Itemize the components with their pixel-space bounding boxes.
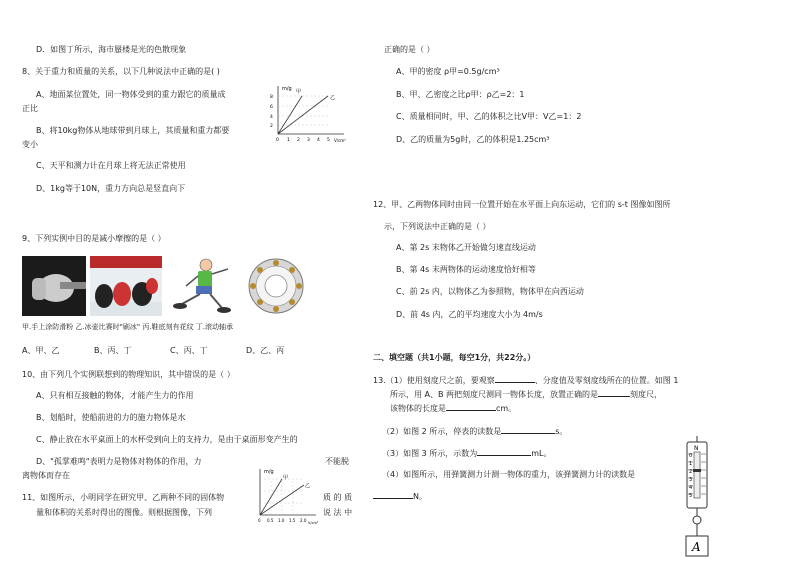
- svg-text:2: 2: [270, 124, 273, 129]
- q7-option-d: D．如图丁所示，海市蜃楼是光的色散现象: [36, 45, 187, 54]
- svg-text:1: 1: [689, 461, 693, 467]
- q10-stem: 10、由下列几个实例联想到的物理知识，其中错误的是（ ）: [22, 370, 235, 379]
- svg-text:2.0: 2.0: [300, 518, 307, 523]
- q12-stem-line2: 示，下列说法中正确的是（ ）: [384, 222, 491, 231]
- svg-text:4: 4: [317, 138, 320, 143]
- svg-text:2: 2: [689, 469, 693, 475]
- spring-scale-pointer: [693, 469, 701, 472]
- svg-text:0: 0: [689, 453, 693, 459]
- q10-option-a: A、只有相互接触的物体，才能产生力的作用: [36, 391, 194, 400]
- q11-option-d: D、乙的质量为5g时，乙的体积是1.25cm³: [396, 135, 550, 144]
- svg-text:0.5: 0.5: [267, 518, 274, 523]
- q9-option-d: D、乙、丙: [246, 346, 285, 355]
- svg-text:乙: 乙: [305, 483, 311, 489]
- svg-text:0: 0: [258, 518, 261, 523]
- svg-text:4: 4: [689, 485, 693, 491]
- svg-text:甲: 甲: [283, 475, 289, 481]
- q8-line-yi: [278, 96, 328, 134]
- q13-blank-5[interactable]: [477, 447, 531, 456]
- q12-option-d: D、前 4s 内，乙的平均速度大小为 4m/s: [396, 310, 543, 319]
- svg-text:5: 5: [327, 138, 330, 143]
- svg-text:2: 2: [297, 138, 300, 143]
- q9-caption: 甲.手上涂防滑粉 乙.冰壶比赛时"刷冰" 丙.鞋底刻有花纹 丁.滚动轴承: [22, 323, 234, 331]
- q8-option-d: D、1kg等于10N，重力方向总是竖直向下: [36, 184, 186, 193]
- q10-option-d-part3: 离物体而存在: [22, 471, 70, 480]
- q9-option-a: A、甲、乙: [22, 346, 60, 355]
- q8-graph: [268, 82, 348, 144]
- q13-blank-4[interactable]: [501, 425, 555, 434]
- q9-option-b: B、丙、丁: [94, 346, 132, 355]
- q10-option-b: B、划船时，使船前进的力的施力物体是水: [36, 413, 186, 422]
- section-2-heading: 二、填空题（共1小题，每空1分，共22分。）: [373, 353, 536, 362]
- q13-part1-line1: 13.（1）使用刻度尺之前，要观察 、分度值及零刻度线所在的位置。如图 1: [373, 376, 679, 385]
- q11-line2-tail: 说 法 中: [323, 508, 353, 517]
- svg-text:1.0: 1.0: [278, 518, 285, 523]
- q13-part4: （4）如图所示，用弹簧测力计测一物体的重力，该弹簧测力计的读数是: [382, 470, 636, 479]
- svg-text:5: 5: [689, 493, 693, 499]
- q9-stem: 9、下列实例中目的是减小摩擦的是（ ）: [22, 234, 166, 243]
- svg-text:0: 0: [276, 138, 279, 143]
- q9-option-c: C、丙、丁: [170, 346, 208, 355]
- q13-part3: （3）如图 3 所示，示数为 mL。: [382, 449, 552, 458]
- q11-option-b: B、甲、乙密度之比ρ甲：ρ乙=2：1: [396, 90, 525, 99]
- q13-blank-2[interactable]: [598, 388, 630, 397]
- q8-option-c: C、天平和测力计在月球上将无法正常使用: [36, 161, 186, 170]
- svg-text:3: 3: [689, 477, 693, 483]
- svg-text:1: 1: [287, 138, 290, 143]
- q11-line1: 11、如图所示，小明同学在研究甲、乙两种不同的固体物: [22, 493, 225, 502]
- svg-text:6: 6: [270, 105, 273, 110]
- svg-text:V/cm³: V/cm³: [308, 521, 319, 525]
- q13-part2: （2）如图 2 所示，停表的读数是 s。: [382, 427, 568, 436]
- q12-stem-line1: 12、甲、乙两物体同时由同一位置开始在水平面上向东运动，它们的 s-t 图像如图所: [373, 200, 671, 209]
- q12-option-b: B、第 4s 末两物体的运动速度恰好相等: [396, 265, 536, 274]
- svg-text:V/cm³: V/cm³: [334, 138, 346, 143]
- q13-part1-line2: 所示，用 A、B 两把刻度尺测同一物体长度，放置正确的是 刻度尺，: [390, 390, 663, 399]
- q11-graph-ylabel: m/g: [264, 469, 274, 475]
- q11-line1-tail: 质 的 质: [323, 493, 353, 502]
- q9-picture-running-shoe: [166, 256, 238, 316]
- q11-option-c: C、质量相同时，甲、乙的体积之比V甲：V乙=1：2: [396, 112, 582, 121]
- q11-line2: 量和体积的关系时得出的图像。则根据图像，下列: [36, 508, 212, 517]
- q11-continued: 正确的是（ ）: [384, 45, 435, 54]
- q11-option-a: A、甲的密度 ρ甲=0.5g/cm³: [396, 67, 500, 76]
- q13-blank-1[interactable]: [495, 374, 535, 383]
- q8-option-b-line1: B、将10kg物体从地球带到月球上，其质量和重力都要: [36, 126, 230, 135]
- svg-text:1.5: 1.5: [289, 518, 296, 523]
- spring-scale-unit: N: [694, 445, 699, 452]
- svg-text:8: 8: [270, 95, 273, 100]
- q8-option-a-line1: A、地面某位置处，同一物体受到的重力跟它的质量成: [36, 90, 226, 99]
- weight-block-label: A: [692, 540, 701, 554]
- q8-graph-ylabel: m/g: [282, 86, 292, 92]
- svg-text:3: 3: [307, 138, 310, 143]
- q11-graph: [252, 465, 320, 525]
- q8-graph-line-b: 乙: [330, 95, 336, 101]
- q8-graph-line-a: 甲: [296, 89, 302, 95]
- q13-blank-6[interactable]: [373, 490, 413, 499]
- q9-picture-curling: [90, 256, 162, 316]
- q10-option-c: C、静止放在水平桌面上的水杯受到向上的支持力，是由于桌面形变产生的: [36, 435, 298, 444]
- q9-picture-bearing: [244, 256, 308, 316]
- q12-option-a: A、第 2s 末物体乙开始做匀速直线运动: [396, 243, 536, 252]
- spring-scale-figure: [680, 436, 714, 558]
- q10-option-d-part2: 不能脱: [325, 457, 349, 466]
- q8-option-a-line2: 正比: [22, 104, 38, 113]
- q13-part4-answer: N。: [373, 490, 427, 502]
- q12-option-c: C、前 2s 内，以物体乙为参照物，物体甲在向西运动: [396, 287, 584, 296]
- q10-option-d-part1: D、"孤掌难鸣"表明力是物体对物体的作用，力: [36, 457, 202, 466]
- q8-stem: 8、关于重力和质量的关系，以下几种说法中正确的是( ): [22, 67, 220, 76]
- q13-blank-3[interactable]: [446, 402, 496, 411]
- q8-option-b-line2: 变小: [22, 140, 38, 149]
- q9-picture-hand: [22, 256, 86, 316]
- svg-text:4: 4: [270, 115, 273, 120]
- q13-part1-line3: 该物体的长度是 cm。: [390, 404, 517, 413]
- q8-line-jia: [278, 96, 302, 134]
